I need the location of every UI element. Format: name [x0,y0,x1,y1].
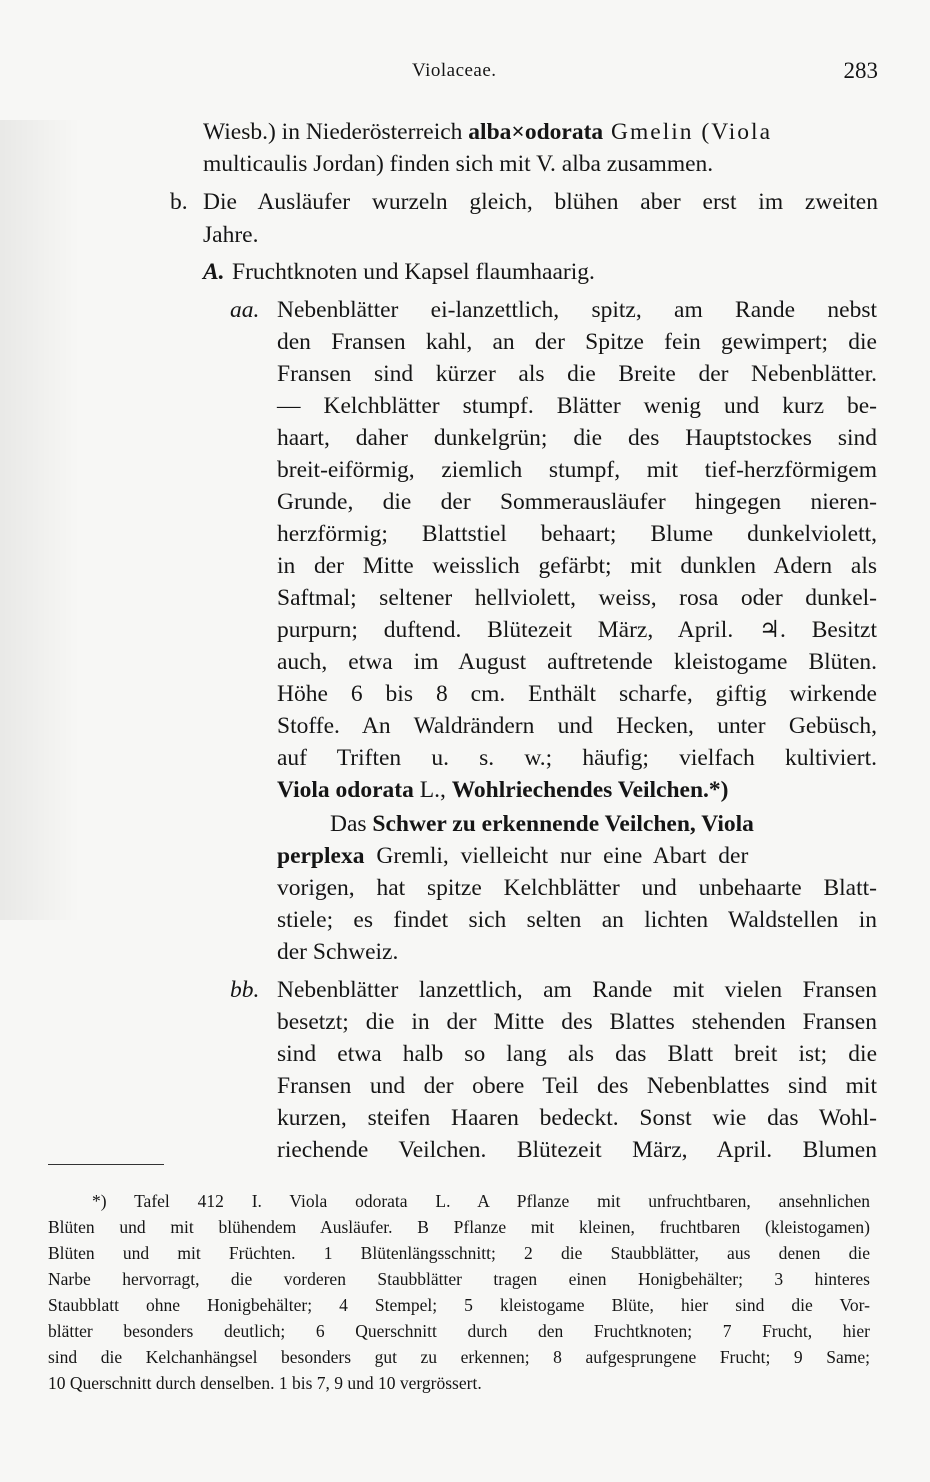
text-span: L., [413,777,452,803]
bold-species: Viola odorata [277,777,414,803]
text-line: auf Triften u. s. w.; häufig; vielfach kultiviert. [277,745,877,771]
footnote-line: Staubblatt ohne Honigbehälter; 4 Stempel; 5 kleistogame Blüte, hier sind die Vor- [48,1295,870,1315]
footnote-line: sind die Kelchanhängsel besonders gut zu erkennen; 8 aufgesprungene Frucht; 9 Same; [48,1347,870,1367]
text-line: Die Ausläufer wurzeln gleich, blühen aber erst im zweiten [203,189,878,215]
text-line: Nebenblätter lanzettlich, am Rande mit vielen Fransen [277,977,877,1003]
text-line: Saftmal; seltener hellviolett, weiss, rosa oder dunkel- [277,585,877,611]
text-line: vorigen, hat spitze Kelchblätter und unbehaarte Blatt- [277,875,877,901]
text-span: Gmelin (Viola [603,119,773,145]
text-line: Stoffe. An Waldrändern und Hecken, unter Gebüsch, [277,713,877,739]
text-span: Wiesb.) in Niederösterreich [203,119,469,145]
species-name-line [277,774,729,806]
text-line [330,808,754,840]
text-line [203,116,772,148]
text-line: Fransen sind kürzer als die Breite der Nebenblätter. [277,361,877,387]
bold-common-name: Wohlriechendes Veilchen.*) [451,777,729,803]
text-line: Fransen und der obere Teil des Nebenblattes sind mit [277,1073,877,1099]
text-line: purpurn; duftend. Blütezeit März, April. ♃. Besitzt [277,617,877,643]
text-line: riechende Veilchen. Blütezeit März, April. Blumen [277,1137,877,1163]
text-line: stiele; es findet sich selten an lichten Waldstellen in [277,907,877,933]
footnote-rule [48,1164,164,1165]
text-line: kurzen, steifen Haaren bedeckt. Sonst wie das Wohl- [277,1105,877,1131]
footnote-line: Blüten und mit blühendem Ausläufer. B Pflanze mit kleinen, fruchtbaren (kleistogamen) [48,1217,870,1237]
list-marker: b. [170,189,188,215]
text-line: in der Mitte weisslich gefärbt; mit dunklen Adern als [277,553,877,579]
text-line: den Fransen kahl, an der Spitze fein gewimpert; die [277,329,877,355]
text-line: auch, etwa im August auftretende kleistogame Blüten. [277,649,877,675]
text-line: haart, daher dunkelgrün; die des Hauptstockes sind [277,425,877,451]
text-span: Das [330,811,373,837]
bleed-through-shadow [0,120,80,920]
running-header [0,58,930,88]
text-line: besetzt; die in der Mitte des Blattes stehenden Fransen [277,1009,877,1035]
footnote-line: blätter besonders deutlich; 6 Querschnitt durch den Fruchtknoten; 7 Frucht, hier [48,1321,870,1341]
running-title: Violaceae. [412,60,497,81]
text-line: multicaulis Jordan) finden sich mit V. alba zusammen. [203,151,714,177]
text-line: Jahre. [203,222,259,248]
footnote-line: *) Tafel 412 I. Viola odorata L. A Pflanze mit unfruchtbaren, ansehnlichen [92,1191,870,1211]
text-line [277,840,748,872]
text-line: herzförmig; Blattstiel behaart; Blume dunkelviolett, [277,521,877,547]
text-line: Grunde, die der Sommerausläufer hingegen nieren- [277,489,877,515]
bold-species: perplexa [277,843,365,869]
text-span: Gremli, vielleicht nur eine Abart der [364,843,749,869]
list-marker: aa. [230,297,260,323]
footnote-line: 10 Querschnitt durch denselben. 1 bis 7, 9 und 10 vergrössert. [48,1373,482,1393]
bold-common-name: Schwer zu erkennende Veilchen, Viola [372,811,754,837]
text-line: Fruchtknoten und Kapsel flaumhaarig. [232,259,595,285]
footnote-line: Blüten und mit Früchten. 1 Blütenlängsschnitt; 2 die Staubblätter, aus denen die [48,1243,870,1263]
hybrid-sign: × [511,119,525,145]
bold-species: alba [468,119,512,145]
text-line: — Kelchblätter stumpf. Blätter wenig und kurz be- [277,393,877,419]
text-line: Nebenblätter ei-lanzettlich, spitz, am Rande nebst [277,297,877,323]
text-line: sind etwa halb so lang als das Blatt breit ist; die [277,1041,877,1067]
text-line: breit-eiförmig, ziemlich stumpf, mit tief-herzförmigem [277,457,877,483]
bold-species: odorata [524,119,604,145]
text-line: der Schweiz. [277,939,399,965]
footnote-line: Narbe hervorragt, die vorderen Staubblätter tragen einen Honigbehälter; 3 hinteres [48,1269,870,1289]
list-marker: bb. [230,977,260,1003]
page-number: 283 [843,58,878,83]
text-line: Höhe 6 bis 8 cm. Enthält scharfe, giftig wirkende [277,681,877,707]
list-marker: A. [203,259,225,285]
